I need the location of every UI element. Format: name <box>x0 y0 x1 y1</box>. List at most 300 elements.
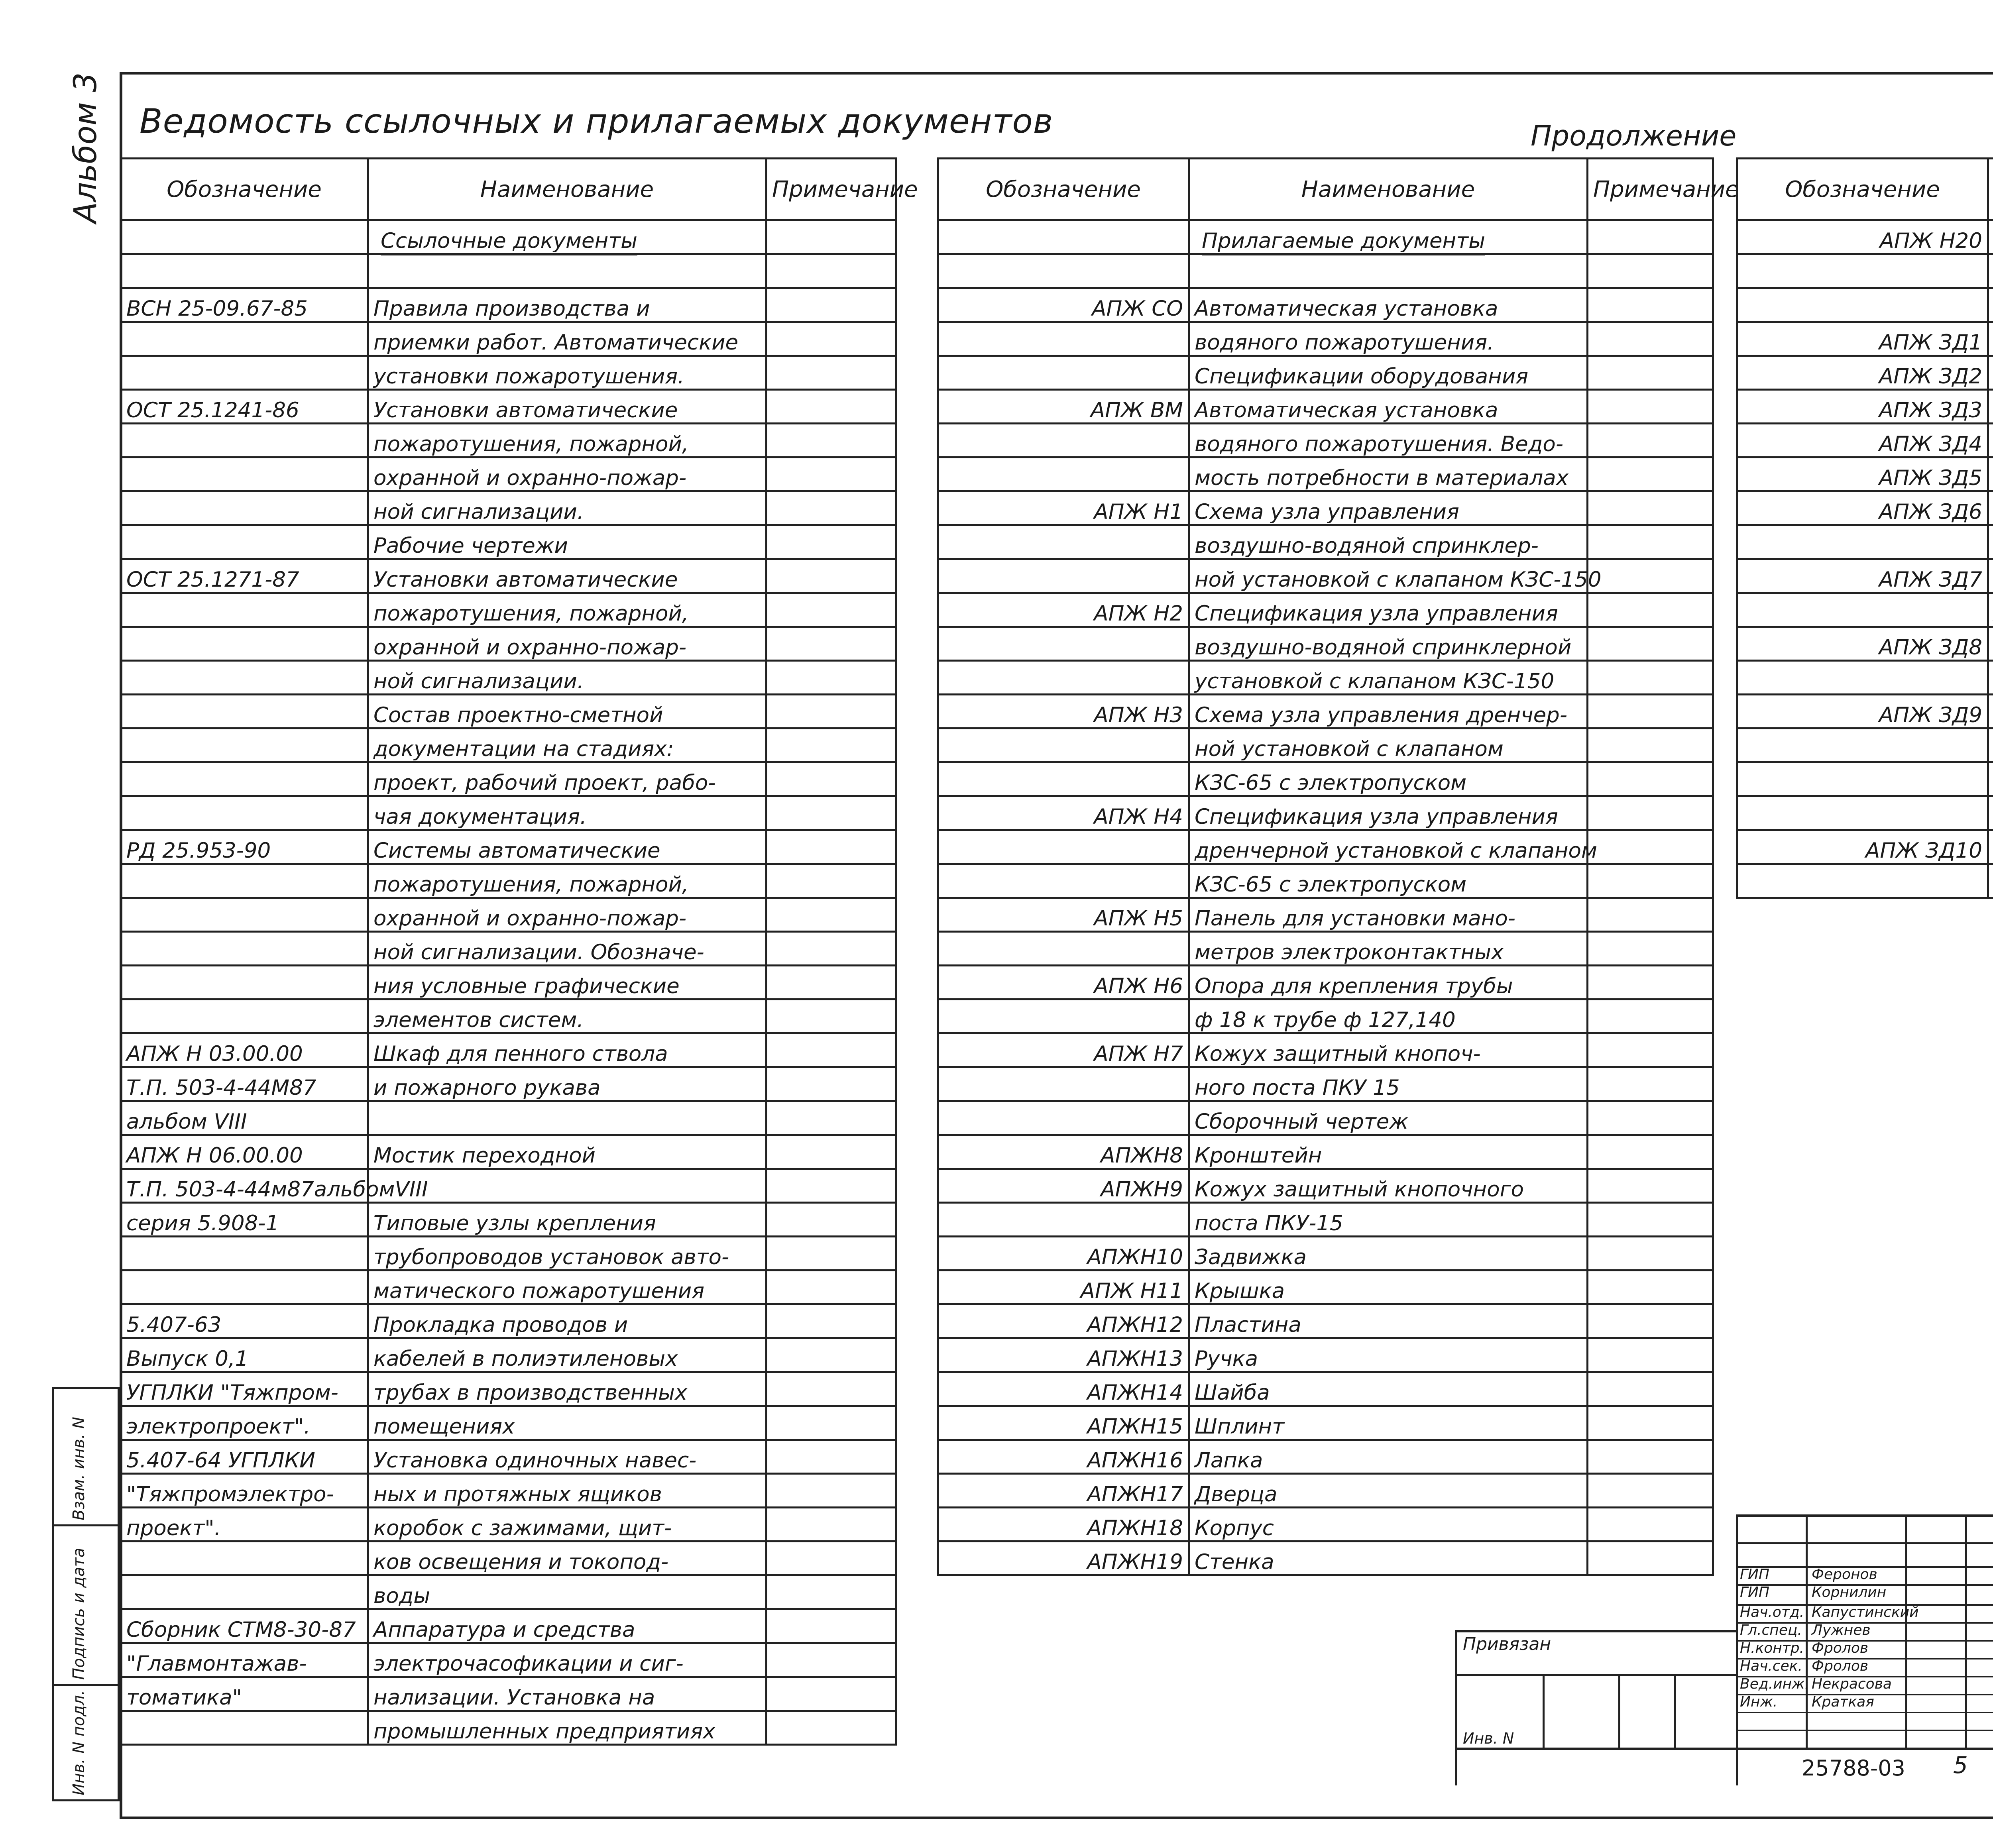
name-cell: элементов систем. <box>368 1000 767 1033</box>
name-cell <box>1988 356 1993 390</box>
archive-number: 25788-03 <box>1802 1756 1905 1781</box>
table-row <box>121 1135 896 1169</box>
table-row <box>121 1203 896 1237</box>
name-cell: Шкаф для пенного ствола <box>368 1033 767 1067</box>
table-row <box>1737 288 1993 322</box>
note-cell <box>767 390 896 424</box>
table-row <box>121 762 896 796</box>
person-name: Фролов <box>1812 1658 1869 1674</box>
table-row <box>121 966 896 1000</box>
name-cell <box>1988 695 1993 729</box>
note-cell <box>767 1508 896 1542</box>
designation-cell: АПЖН18 <box>938 1508 1189 1542</box>
original-inv-label: Инв. N подл. <box>70 1690 88 1795</box>
designation-cell <box>121 898 368 932</box>
designation-cell <box>121 424 368 458</box>
note-cell <box>1588 932 1713 966</box>
designation-cell: АПЖ Н2 <box>938 593 1189 627</box>
note-cell <box>767 695 896 729</box>
name-cell: ного поста ПКУ 15 <box>1189 1067 1588 1101</box>
designation-cell <box>1737 593 1988 627</box>
name-cell <box>1988 424 1993 458</box>
designation-cell <box>938 661 1189 695</box>
designation-cell: АПЖН12 <box>938 1304 1189 1338</box>
name-cell: Панель для установки мано- <box>1189 898 1588 932</box>
designation-cell <box>121 661 368 695</box>
table-row <box>1737 593 1993 627</box>
designation-cell: АПЖ Н3 <box>938 695 1189 729</box>
designation-cell <box>121 1271 368 1304</box>
table-row <box>121 627 896 661</box>
designation-cell <box>121 458 368 491</box>
designation-cell <box>938 830 1189 864</box>
note-cell <box>767 729 896 762</box>
name-cell <box>1189 254 1588 288</box>
table-row <box>1737 695 1993 729</box>
table-row <box>938 424 1713 458</box>
name-cell: Спецификации оборудования <box>1189 356 1588 390</box>
note-cell <box>1588 1406 1713 1440</box>
note-cell <box>767 525 896 559</box>
table-row <box>938 762 1713 796</box>
designation-cell <box>121 1237 368 1271</box>
table-row <box>938 322 1713 356</box>
table-row <box>938 729 1713 762</box>
table-row <box>1737 322 1993 356</box>
designation-cell: ОСТ 25.1241-86 <box>121 390 368 424</box>
designation-cell: АПЖН9 <box>938 1169 1189 1203</box>
attached-docs-table <box>937 157 1739 1576</box>
table-row <box>938 491 1713 525</box>
role-label: Гл.спец. <box>1740 1622 1802 1638</box>
name-cell: Кронштейн <box>1189 1135 1588 1169</box>
name-cell <box>1988 762 1993 796</box>
table-row <box>121 491 896 525</box>
designation-cell <box>1737 729 1988 762</box>
name-cell <box>1988 864 1993 898</box>
table-row <box>121 356 896 390</box>
note-cell <box>767 1271 896 1304</box>
name-cell: охранной и охранно-пожар- <box>368 458 767 491</box>
name-cell: Стенка <box>1189 1542 1588 1575</box>
name-cell: Мостик переходной <box>368 1135 767 1169</box>
name-cell: дренчерной установкой с клапаном <box>1189 830 1588 864</box>
name-cell: Типовые узлы крепления <box>368 1203 767 1237</box>
table-row <box>1737 559 1993 593</box>
table-row <box>938 1101 1713 1135</box>
table-row <box>121 1575 896 1609</box>
designation-cell <box>121 627 368 661</box>
table-row <box>938 796 1713 830</box>
role-label: Нач.сек. <box>1740 1658 1802 1674</box>
note-cell <box>1588 898 1713 932</box>
section-heading: Прилагаемые документы <box>1189 220 1588 254</box>
note-cell <box>1588 288 1713 322</box>
designation-cell <box>121 932 368 966</box>
name-cell: Аппаратура и средства <box>368 1609 767 1643</box>
table-row <box>938 932 1713 966</box>
note-cell <box>767 1406 896 1440</box>
designation-cell <box>938 322 1189 356</box>
name-header: Наименование <box>368 159 767 220</box>
designation-cell: томатика" <box>121 1677 368 1711</box>
table-row <box>121 1372 896 1406</box>
designation-cell <box>121 322 368 356</box>
designation-cell: АПЖН8 <box>938 1135 1189 1169</box>
name-cell <box>1988 593 1993 627</box>
note-header: Примечание <box>1588 159 1713 220</box>
table-row <box>1737 796 1993 830</box>
name-cell <box>1988 661 1993 695</box>
note-cell <box>767 932 896 966</box>
note-cell <box>1588 1271 1713 1304</box>
note-cell <box>767 1101 896 1135</box>
table-row <box>1737 424 1993 458</box>
table-row <box>938 1406 1713 1440</box>
note-cell <box>1588 525 1713 559</box>
table-row <box>121 525 896 559</box>
designation-cell: АПЖ ВМ <box>938 390 1189 424</box>
name-cell: Схема узла управления <box>1189 491 1588 525</box>
table-row <box>938 288 1713 322</box>
note-cell <box>1588 1508 1713 1542</box>
designation-cell: АПЖ Н4 <box>938 796 1189 830</box>
designation-cell: альбом VIII <box>121 1101 368 1135</box>
note-cell <box>767 762 896 796</box>
name-cell: матического пожаротушения <box>368 1271 767 1304</box>
name-cell: Рабочие чертежи <box>368 525 767 559</box>
designation-cell: электропроект". <box>121 1406 368 1440</box>
note-cell <box>1588 864 1713 898</box>
table-row <box>121 796 896 830</box>
name-cell: коробок с зажимами, щит- <box>368 1508 767 1542</box>
table-row <box>121 322 896 356</box>
table-row <box>121 729 896 762</box>
name-cell: Схема узла управления дренчер- <box>1189 695 1588 729</box>
name-cell: Шплинт <box>1189 1406 1588 1440</box>
name-cell: пожаротушения, пожарной, <box>368 864 767 898</box>
note-cell <box>1588 1169 1713 1203</box>
designation-cell <box>121 593 368 627</box>
note-cell <box>1588 424 1713 458</box>
name-cell: Состав проектно-сметной <box>368 695 767 729</box>
note-cell <box>1588 1440 1713 1474</box>
designation-cell: ВСН 25-09.67-85 <box>121 288 368 322</box>
designation-cell <box>938 1067 1189 1101</box>
name-cell: установкой с клапаном КЗС-150 <box>1189 661 1588 695</box>
name-cell: помещениях <box>368 1406 767 1440</box>
table-row <box>938 1508 1713 1542</box>
note-cell <box>1588 356 1713 390</box>
designation-cell: АПЖ Н1 <box>938 491 1189 525</box>
designation-cell <box>938 525 1189 559</box>
name-cell: кабелей в полиэтиленовых <box>368 1338 767 1372</box>
table-row <box>121 830 896 864</box>
note-cell <box>767 254 896 288</box>
table-row <box>121 424 896 458</box>
designation-cell: АПЖН16 <box>938 1440 1189 1474</box>
name-cell: Дверца <box>1189 1474 1588 1508</box>
designation-cell <box>121 1575 368 1609</box>
name-cell: Спецификация узла управления <box>1189 796 1588 830</box>
name-cell: Установки автоматические <box>368 390 767 424</box>
name-cell <box>1988 559 1993 593</box>
table-row <box>938 356 1713 390</box>
name-cell: ной сигнализации. Обозначе- <box>368 932 767 966</box>
designation-cell <box>121 695 368 729</box>
references-table <box>120 157 918 1746</box>
main-title: Ведомость ссылочных и прилагаемых документов <box>140 102 1053 141</box>
designation-cell: "Тяжпромэлектро- <box>121 1474 368 1508</box>
note-cell <box>1588 1033 1713 1067</box>
designation-cell: АПЖН10 <box>938 1237 1189 1271</box>
note-cell <box>767 491 896 525</box>
name-cell: Лапка <box>1189 1440 1588 1474</box>
note-header: Примечание <box>767 159 896 220</box>
person-name: Лужнев <box>1812 1622 1871 1638</box>
note-cell <box>767 830 896 864</box>
name-cell: промышленных предприятиях <box>368 1711 767 1745</box>
designation-cell <box>938 254 1189 288</box>
table-row <box>938 864 1713 898</box>
designation-cell <box>1737 661 1988 695</box>
name-cell: трубах в производственных <box>368 1372 767 1406</box>
table-row <box>121 864 896 898</box>
designation-cell <box>938 424 1189 458</box>
inventory-label: Инв. N <box>1463 1730 1514 1747</box>
table-row <box>1737 458 1993 491</box>
name-cell <box>1988 390 1993 424</box>
role-label: ГИП <box>1740 1566 1770 1583</box>
name-cell <box>1988 627 1993 661</box>
designation-cell: АПЖ Н7 <box>938 1033 1189 1067</box>
designation-header: Обозначение <box>1737 159 1988 220</box>
table-row <box>1737 729 1993 762</box>
album-label: Альбом 3 <box>68 72 104 223</box>
note-cell <box>1588 695 1713 729</box>
note-cell <box>1588 491 1713 525</box>
designation-cell: АПЖ СО <box>938 288 1189 322</box>
note-cell <box>767 593 896 627</box>
designation-cell <box>121 729 368 762</box>
note-cell <box>767 1474 896 1508</box>
table-row <box>121 288 896 322</box>
name-cell: водяного пожаротушения. Ведо- <box>1189 424 1588 458</box>
table-row <box>121 1677 896 1711</box>
table-row <box>938 1237 1713 1271</box>
designation-cell: Сборник СТМ8-30-87 <box>121 1609 368 1643</box>
note-cell <box>767 356 896 390</box>
table-row <box>938 830 1713 864</box>
designation-cell <box>938 559 1189 593</box>
name-cell: охранной и охранно-пожар- <box>368 898 767 932</box>
name-cell: поста ПКУ-15 <box>1189 1203 1588 1237</box>
name-cell: и пожарного рукава <box>368 1067 767 1101</box>
table-row <box>1737 762 1993 796</box>
name-cell: КЗС-65 с электропуском <box>1189 864 1588 898</box>
name-cell: Прокладка проводов и <box>368 1304 767 1338</box>
designation-header: Обозначение <box>938 159 1189 220</box>
table-row <box>121 1271 896 1304</box>
person-name: Некрасова <box>1812 1676 1892 1692</box>
table-row <box>938 390 1713 424</box>
section-heading: Ссылочные документы <box>368 220 767 254</box>
person-name: Краткая <box>1812 1694 1874 1710</box>
name-cell: Установки автоматические <box>368 559 767 593</box>
designation-cell: АПЖ ЗД1 <box>1737 322 1988 356</box>
designation-cell <box>938 627 1189 661</box>
designation-cell <box>121 1542 368 1575</box>
name-cell <box>1988 220 1993 254</box>
designation-cell <box>121 254 368 288</box>
note-cell <box>767 1440 896 1474</box>
table-row <box>938 1440 1713 1474</box>
note-cell <box>1588 390 1713 424</box>
table-row <box>121 1067 896 1101</box>
table-row <box>938 1304 1713 1338</box>
table-row <box>1737 491 1993 525</box>
table-row <box>938 627 1713 661</box>
designation-cell <box>121 491 368 525</box>
name-cell <box>1988 491 1993 525</box>
note-cell <box>1588 762 1713 796</box>
attached-docs-continued-table <box>1736 157 1993 899</box>
designation-cell <box>938 356 1189 390</box>
designation-cell <box>1737 254 1988 288</box>
table-row <box>121 1542 896 1575</box>
note-cell <box>767 1677 896 1711</box>
note-cell <box>1588 1067 1713 1101</box>
name-cell: электрочасофикации и сиг- <box>368 1643 767 1677</box>
designation-cell: АПЖ ЗД7 <box>1737 559 1988 593</box>
name-cell <box>368 1101 767 1135</box>
table-row <box>121 1304 896 1338</box>
continuation-label: Продолжение <box>1531 120 1737 152</box>
table-row <box>121 695 896 729</box>
person-name: Корнилин <box>1812 1584 1887 1601</box>
table-row <box>938 593 1713 627</box>
designation-cell: АПЖ ЗД9 <box>1737 695 1988 729</box>
name-cell: Крышка <box>1189 1271 1588 1304</box>
table-row <box>938 458 1713 491</box>
note-cell <box>1588 661 1713 695</box>
note-cell <box>767 661 896 695</box>
designation-cell <box>121 796 368 830</box>
name-cell: КЗС-65 с электропуском <box>1189 762 1588 796</box>
designation-cell <box>1737 762 1988 796</box>
name-cell <box>1988 254 1993 288</box>
designation-cell: АПЖ ЗД2 <box>1737 356 1988 390</box>
note-cell <box>767 966 896 1000</box>
note-cell <box>767 1575 896 1609</box>
note-cell <box>767 424 896 458</box>
table-row <box>938 1271 1713 1304</box>
name-cell: Кожух защитный кнопоч- <box>1189 1033 1588 1067</box>
designation-cell: РД 25.953-90 <box>121 830 368 864</box>
role-label: ГИП <box>1740 1584 1770 1601</box>
table-row <box>121 458 896 491</box>
designation-cell <box>938 864 1189 898</box>
name-cell: мость потребности в материалах <box>1189 458 1588 491</box>
note-cell <box>1588 559 1713 593</box>
note-cell <box>1588 1000 1713 1033</box>
table-row <box>1737 254 1993 288</box>
table-row <box>938 1338 1713 1372</box>
name-cell: Сборочный чертеж <box>1189 1101 1588 1135</box>
table-row <box>1737 864 1993 898</box>
designation-cell: АПЖ Н5 <box>938 898 1189 932</box>
note-cell <box>1588 322 1713 356</box>
designation-cell: 5.407-64 УГПЛКИ <box>121 1440 368 1474</box>
designation-cell <box>938 1000 1189 1033</box>
note-cell <box>767 1203 896 1237</box>
name-cell: ной установкой с клапаном КЗС-150 <box>1189 559 1588 593</box>
table-row <box>938 1203 1713 1237</box>
note-cell <box>767 1643 896 1677</box>
designation-cell: 5.407-63 <box>121 1304 368 1338</box>
designation-cell <box>1737 864 1988 898</box>
note-cell <box>1588 254 1713 288</box>
designation-cell: Т.П. 503-4-44М87 <box>121 1067 368 1101</box>
note-cell <box>767 898 896 932</box>
designation-cell <box>1737 525 1988 559</box>
table-row <box>121 1474 896 1508</box>
table-row <box>938 1372 1713 1406</box>
table-row <box>938 1033 1713 1067</box>
note-cell <box>767 1711 896 1745</box>
note-cell <box>1588 1304 1713 1338</box>
designation-cell <box>121 762 368 796</box>
designation-cell <box>938 458 1189 491</box>
designation-cell <box>1737 288 1988 322</box>
designation-cell: Т.П. 503-4-44м87альбомVIII <box>121 1169 368 1203</box>
designation-cell: серия 5.908-1 <box>121 1203 368 1237</box>
designation-cell: АПЖН15 <box>938 1406 1189 1440</box>
note-cell <box>767 1000 896 1033</box>
person-name: Капустинский <box>1812 1604 1919 1620</box>
designation-cell: АПЖН13 <box>938 1338 1189 1372</box>
name-cell: ной установкой с клапаном <box>1189 729 1588 762</box>
table-row <box>121 1033 896 1067</box>
name-cell: Автоматическая установка <box>1189 288 1588 322</box>
table-row <box>938 559 1713 593</box>
table-row <box>121 593 896 627</box>
name-cell <box>1988 525 1993 559</box>
designation-cell <box>121 966 368 1000</box>
table-row <box>938 898 1713 932</box>
designation-cell <box>121 1711 368 1745</box>
designation-cell <box>938 1203 1189 1237</box>
table-row <box>121 1711 896 1745</box>
designation-cell <box>938 729 1189 762</box>
name-cell: Ручка <box>1189 1338 1588 1372</box>
designation-cell <box>121 1000 368 1033</box>
note-cell <box>1588 1542 1713 1575</box>
replaced-inv-label: Взам. инв. N <box>70 1417 88 1520</box>
name-cell: Установка одиночных навес- <box>368 1440 767 1474</box>
table-row <box>1737 390 1993 424</box>
table-row <box>121 898 896 932</box>
table-row <box>938 695 1713 729</box>
designation-cell: АПЖН14 <box>938 1372 1189 1406</box>
designation-cell: АПЖН17 <box>938 1474 1189 1508</box>
name-cell: ф 18 к трубе ф 127,140 <box>1189 1000 1588 1033</box>
designation-cell: АПЖ ЗД6 <box>1737 491 1988 525</box>
note-cell <box>1588 1338 1713 1372</box>
name-cell: ков освещения и токопод- <box>368 1542 767 1575</box>
table-row <box>121 1169 896 1203</box>
designation-cell <box>1737 796 1988 830</box>
